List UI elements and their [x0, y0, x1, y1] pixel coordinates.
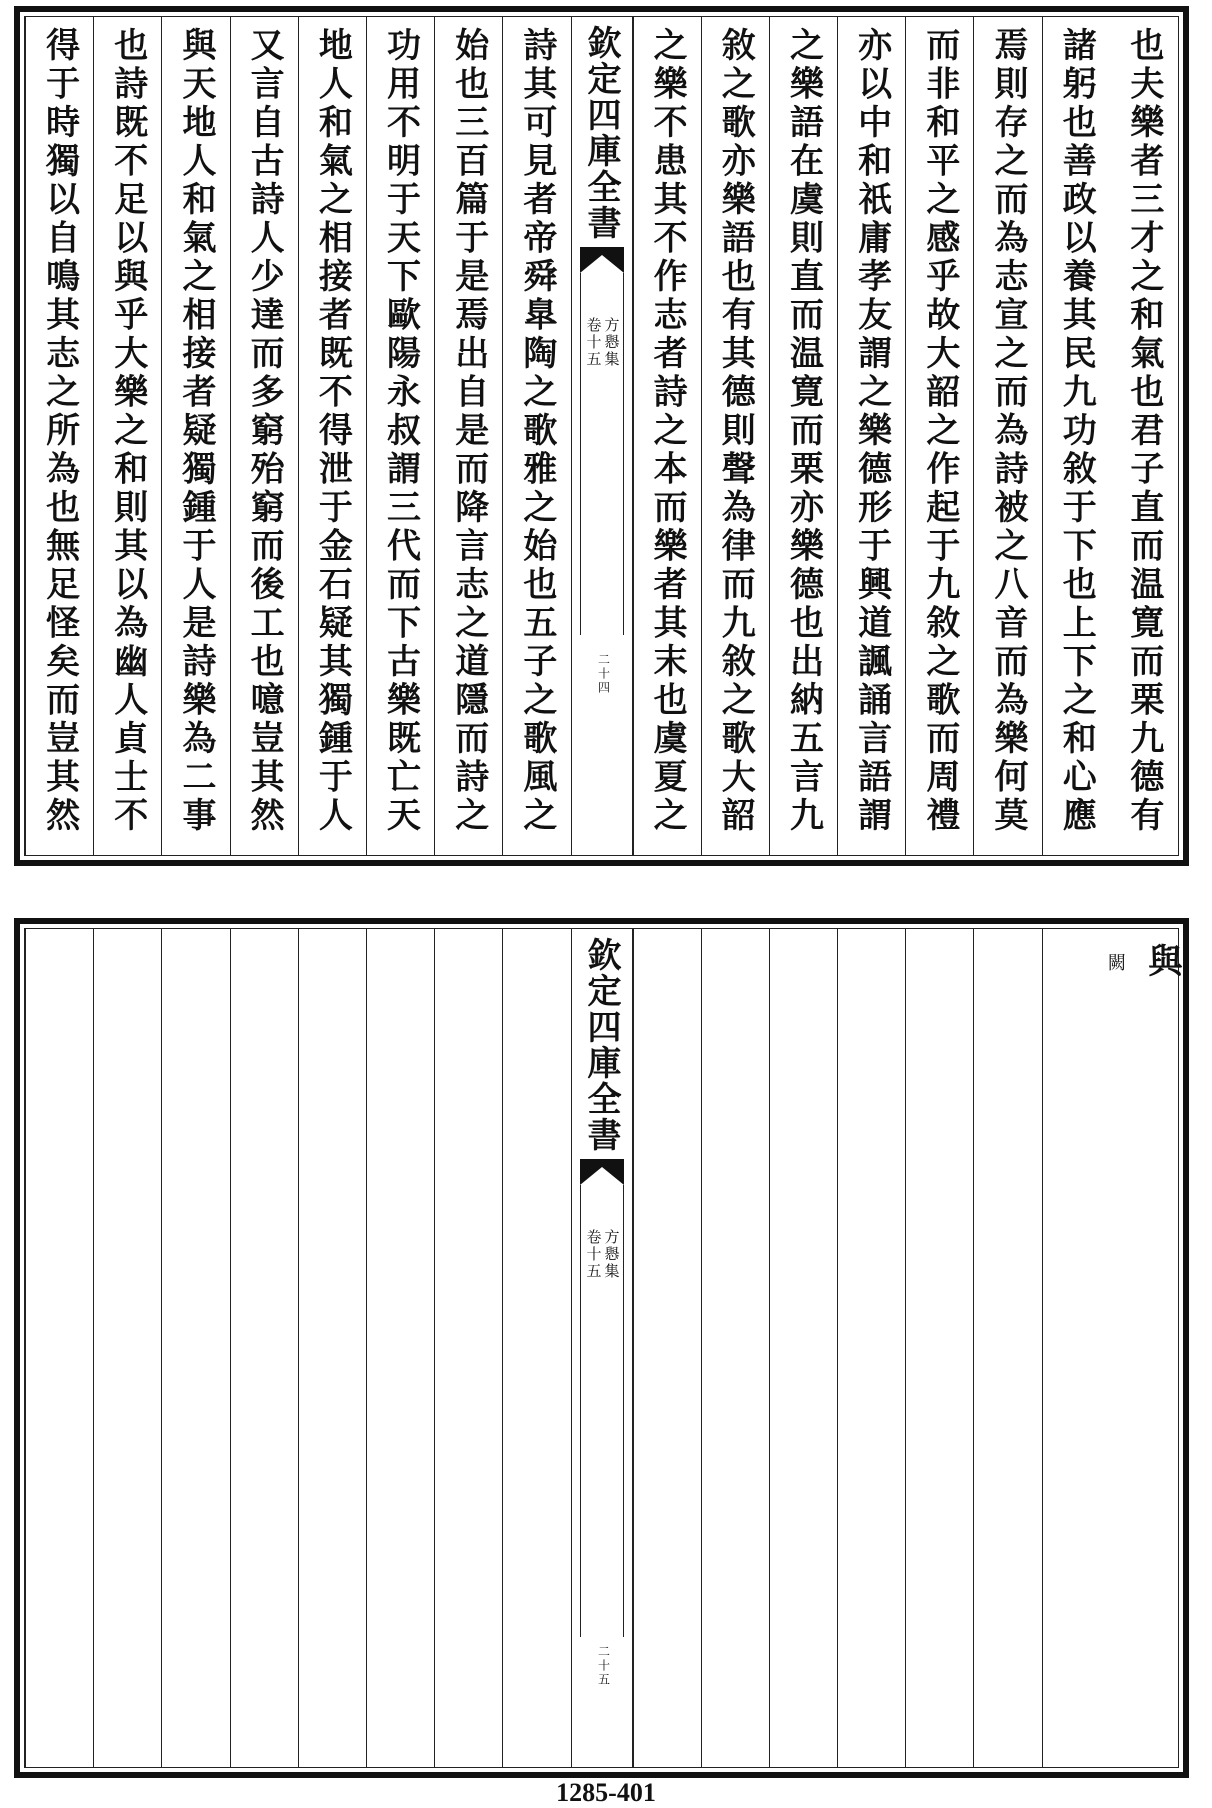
book-title: 方㦛集: [602, 1229, 621, 1280]
center-spine: [571, 17, 633, 855]
text-column: [973, 17, 1041, 855]
text-column: [1042, 929, 1110, 1767]
text-column: [502, 929, 570, 1767]
text-column: [502, 17, 570, 855]
page-footer-number: 1285-401: [556, 1778, 656, 1807]
text-column: [366, 929, 434, 1767]
column-text: 始也三百篇于是焉出自是而降言志之道隱而詩之: [448, 27, 489, 836]
column-text: 之樂不患其不作志者詩之本而樂者其末也虞夏之: [647, 27, 688, 836]
book-title: 方㦛集: [602, 317, 621, 368]
first-column-char: 與: [1141, 943, 1182, 977]
column-text: 而非和平之感乎故大韶之作起于九敘之歌而周禮: [919, 27, 960, 836]
page-number: 二十四: [596, 653, 611, 695]
text-column: [837, 17, 905, 855]
column-text: 也夫樂者三才之和氣也君子直而温寛而栗九德有: [1123, 27, 1164, 836]
text-column: [298, 929, 366, 1767]
lacuna-note: 闕: [1104, 953, 1126, 973]
text-column: [298, 17, 366, 855]
text-column: [230, 17, 298, 855]
column-text: 諸躬也善政以養其民九功敘于下也上下之和心應: [1056, 27, 1097, 836]
bottom-page-body: [24, 928, 1182, 1768]
text-column: [973, 929, 1041, 1767]
column-text: 得于時獨以自鳴其志之所為也無足怪矣而豈其然: [39, 27, 80, 836]
text-column: [837, 929, 905, 1767]
fish-tail-mark: [580, 247, 624, 273]
column-text: 焉則存之而為志宣之而為詩被之八音而為樂何莫: [988, 27, 1029, 836]
text-column: [25, 929, 93, 1767]
column-text: 之樂語在虞則直而温寛而栗亦樂德也出納五言九: [783, 27, 824, 836]
text-column: [161, 929, 229, 1767]
volume-label: 卷十五: [584, 1229, 603, 1280]
text-column: [701, 929, 769, 1767]
page-number: 二十五: [596, 1645, 611, 1687]
column-text: 詩其可見者帝舜臯陶之歌雅之始也五子之歌風之: [516, 27, 557, 836]
column-text: 敘之歌亦樂語也有其德則聲為律而九敘之歌大韶: [715, 27, 756, 836]
text-column: [1042, 17, 1110, 855]
text-column: [25, 17, 93, 855]
text-column: [633, 929, 701, 1767]
text-column: [161, 17, 229, 855]
text-column: [769, 17, 837, 855]
text-column: [93, 17, 161, 855]
text-column: [905, 929, 973, 1767]
text-column: [1110, 929, 1178, 1767]
bottom-page-frame: [14, 918, 1189, 1778]
text-column: [905, 17, 973, 855]
center-spine: [571, 929, 633, 1767]
fish-tail-mark: [580, 1159, 624, 1185]
text-column: [366, 17, 434, 855]
text-column: [230, 929, 298, 1767]
text-column: [769, 929, 837, 1767]
text-column: [434, 929, 502, 1767]
column-text: 與天地人和氣之相接者疑獨鍾于人是詩樂為二事: [175, 27, 216, 836]
column-text: 也詩既不足以與乎大樂之和則其以為幽人貞士不: [107, 27, 148, 836]
text-column: [434, 17, 502, 855]
column-text: 地人和氣之相接者既不得泄于金石疑其獨鍾于人: [312, 27, 353, 836]
column-text: 又言自古詩人少達而多窮殆窮而後工也噫豈其然: [244, 27, 285, 836]
block-title: 欽定四庫全書: [581, 937, 621, 1153]
text-column: [633, 17, 701, 855]
text-column: [93, 929, 161, 1767]
column-text: 亦以中和祇庸孝友謂之樂德形于興道諷誦言語謂: [851, 27, 892, 836]
block-title: 欽定四庫全書: [581, 25, 621, 241]
column-text: 功用不明于天下歐陽永叔謂三代而下古樂既亡天: [380, 27, 421, 836]
text-column: [1110, 17, 1178, 855]
volume-label: 卷十五: [584, 317, 603, 368]
text-column: [701, 17, 769, 855]
top-page-body: [24, 16, 1179, 856]
top-page-frame: [14, 6, 1189, 866]
